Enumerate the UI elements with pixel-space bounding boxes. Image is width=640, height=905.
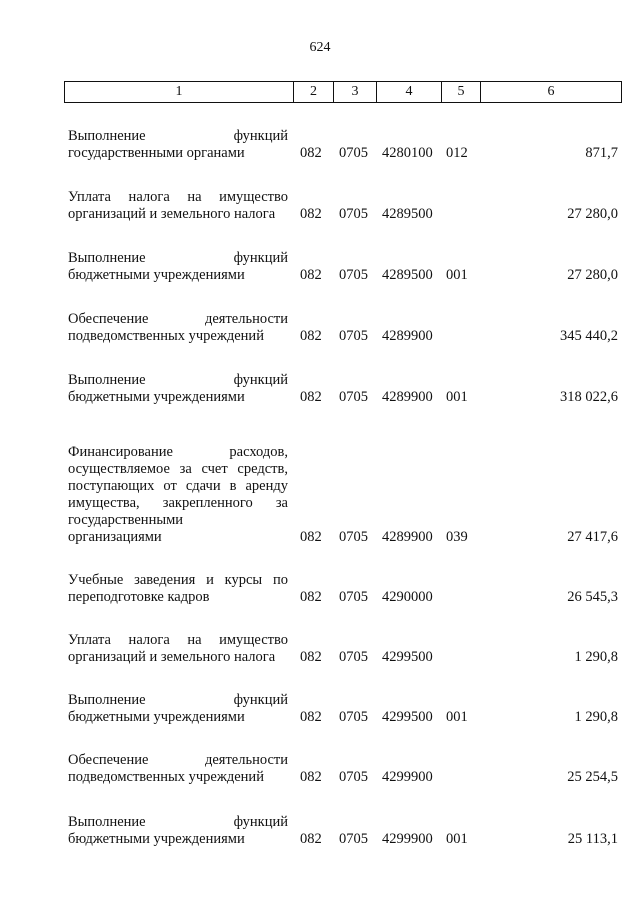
description-line: Обеспечение деятельности — [68, 752, 288, 768]
cell-target-article: 4299900 — [382, 831, 433, 847]
cell-amount: 318 022,6 — [560, 389, 618, 405]
table-row — [64, 311, 622, 345]
description-line: подведомственных учреждений — [68, 328, 264, 344]
cell-target-article: 4289500 — [382, 267, 433, 283]
cell-amount: 25 254,5 — [567, 769, 618, 785]
cell-amount: 27 280,0 — [567, 206, 618, 222]
description-line: Выполнение функций — [68, 250, 288, 266]
row-description — [68, 128, 288, 162]
cell-expense-type: 039 — [446, 529, 468, 545]
row-description — [68, 814, 288, 848]
column-header-1: 1 — [65, 82, 294, 103]
cell-expense-type: 001 — [446, 267, 468, 283]
cell-amount: 345 440,2 — [560, 328, 618, 344]
cell-ministry: 082 — [300, 589, 322, 605]
cell-expense-type: 001 — [446, 709, 468, 725]
row-description — [68, 572, 288, 606]
cell-target-article: 4299500 — [382, 709, 433, 725]
table-row — [64, 372, 622, 406]
column-header-4: 4 — [377, 82, 442, 103]
cell-target-article: 4289900 — [382, 389, 433, 405]
description-line: имущества, закрепленного за — [68, 495, 288, 511]
description-line: Обеспечение деятельности — [68, 311, 288, 327]
cell-section: 0705 — [339, 267, 368, 283]
description-line: переподготовке кадров — [68, 589, 210, 605]
cell-ministry: 082 — [300, 267, 322, 283]
cell-section: 0705 — [339, 529, 368, 545]
cell-target-article: 4280100 — [382, 145, 433, 161]
description-line: государственными органами — [68, 145, 245, 161]
description-line: Выполнение функций — [68, 692, 288, 708]
cell-amount: 26 545,3 — [567, 589, 618, 605]
cell-amount: 27 417,6 — [567, 529, 618, 545]
cell-section: 0705 — [339, 769, 368, 785]
table-row — [64, 752, 622, 786]
cell-amount: 871,7 — [585, 145, 618, 161]
cell-expense-type: 001 — [446, 831, 468, 847]
cell-ministry: 082 — [300, 206, 322, 222]
description-line: Уплата налога на имущество — [68, 189, 288, 205]
cell-target-article: 4299900 — [382, 769, 433, 785]
row-description — [68, 752, 288, 786]
cell-ministry: 082 — [300, 145, 322, 161]
description-line: Уплата налога на имущество — [68, 632, 288, 648]
cell-section: 0705 — [339, 389, 368, 405]
table-row — [64, 250, 622, 284]
column-header-5: 5 — [442, 82, 481, 103]
table-row — [64, 572, 622, 606]
row-description — [68, 632, 288, 666]
description-line: бюджетными учреждениями — [68, 831, 245, 847]
column-header-3: 3 — [334, 82, 377, 103]
description-line: государственными — [68, 512, 184, 528]
cell-amount: 1 290,8 — [574, 649, 618, 665]
cell-ministry: 082 — [300, 529, 322, 545]
cell-amount: 25 113,1 — [567, 831, 618, 847]
description-line: Выполнение функций — [68, 814, 288, 830]
cell-ministry: 082 — [300, 831, 322, 847]
cell-ministry: 082 — [300, 389, 322, 405]
table-row — [64, 444, 622, 546]
cell-ministry: 082 — [300, 328, 322, 344]
description-line: бюджетными учреждениями — [68, 709, 245, 725]
cell-section: 0705 — [339, 831, 368, 847]
cell-ministry: 082 — [300, 649, 322, 665]
cell-section: 0705 — [339, 145, 368, 161]
description-line: бюджетными учреждениями — [68, 267, 245, 283]
cell-expense-type: 001 — [446, 389, 468, 405]
cell-ministry: 082 — [300, 769, 322, 785]
cell-target-article: 4289900 — [382, 328, 433, 344]
description-line: организаций и земельного налога — [68, 649, 276, 665]
cell-target-article: 4289900 — [382, 529, 433, 545]
row-description — [68, 444, 288, 546]
table-row — [64, 189, 622, 223]
cell-section: 0705 — [339, 206, 368, 222]
description-line: поступающих от сдачи в аренду — [68, 478, 288, 494]
description-line: Выполнение функций — [68, 128, 288, 144]
description-line: Выполнение функций — [68, 372, 288, 388]
cell-amount: 27 280,0 — [567, 267, 618, 283]
column-header-2: 2 — [294, 82, 334, 103]
row-description — [68, 250, 288, 284]
table-row — [64, 692, 622, 726]
description-line: бюджетными учреждениями — [68, 389, 245, 405]
cell-target-article: 4289500 — [382, 206, 433, 222]
row-description — [68, 372, 288, 406]
description-line: Учебные заведения и курсы по — [68, 572, 288, 588]
row-description — [68, 311, 288, 345]
cell-section: 0705 — [339, 649, 368, 665]
column-header-table — [64, 81, 622, 103]
description-line: организаций и земельного налога — [68, 206, 276, 222]
cell-section: 0705 — [339, 709, 368, 725]
page-number: 624 — [309, 40, 331, 55]
cell-expense-type: 012 — [446, 145, 468, 161]
cell-section: 0705 — [339, 589, 368, 605]
description-line: Финансирование расходов, — [68, 444, 288, 460]
row-description — [68, 692, 288, 726]
description-line: организациями — [68, 529, 162, 545]
table-row — [64, 632, 622, 666]
description-line: осуществляемое за счет средств, — [68, 461, 288, 477]
column-header-6: 6 — [481, 82, 622, 103]
table-row — [64, 814, 622, 848]
description-line: подведомственных учреждений — [68, 769, 264, 785]
cell-target-article: 4299500 — [382, 649, 433, 665]
table-row — [64, 128, 622, 162]
cell-ministry: 082 — [300, 709, 322, 725]
cell-section: 0705 — [339, 328, 368, 344]
row-description — [68, 189, 288, 223]
cell-target-article: 4290000 — [382, 589, 433, 605]
cell-amount: 1 290,8 — [574, 709, 618, 725]
